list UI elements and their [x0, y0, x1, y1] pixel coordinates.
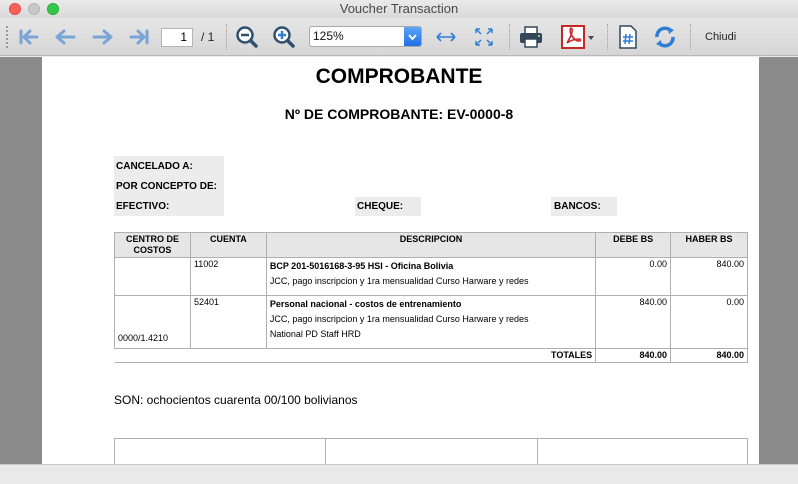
document-title: COMPROBANTE	[315, 65, 483, 88]
next-page-button[interactable]	[89, 18, 117, 56]
pdf-export-button[interactable]	[559, 18, 599, 56]
cell-cuenta: 11002	[190, 258, 266, 296]
report-viewer[interactable]	[0, 57, 798, 464]
prev-page-button[interactable]	[51, 18, 79, 56]
toolbar-grip[interactable]	[6, 26, 9, 48]
zoom-select[interactable]	[309, 26, 422, 47]
description-title: BCP 201-5016168-3-95 HSI - Oficina Bolivia	[269, 261, 454, 271]
cell-centro	[115, 258, 191, 296]
description-line: JCC, pago inscripcion y 1ra mensualidad Curso Harware y redes	[269, 314, 529, 324]
print-icon	[518, 25, 544, 49]
description-title: Personal nacional - costos de entrenamiento	[269, 299, 462, 309]
print-button[interactable]	[516, 18, 546, 56]
last-page-button[interactable]	[125, 18, 153, 56]
prev-page-icon	[53, 26, 77, 48]
concepto-label: POR CONCEPTO DE:	[116, 181, 217, 192]
toolbar-separator	[607, 24, 608, 50]
cell-haber: 840.00	[671, 258, 748, 296]
toolbar-separator	[690, 24, 691, 50]
page-number-button[interactable]	[615, 18, 641, 56]
zoom-value: 125%	[313, 29, 344, 43]
refresh-icon	[652, 24, 678, 50]
header-debe: DEBE BS	[596, 233, 671, 258]
window-close-button[interactable]	[9, 3, 21, 15]
amount-in-words: SON: ochocientos cuarenta 00/100 bolivianos	[114, 393, 358, 407]
zoom-out-button[interactable]	[233, 18, 261, 56]
signature-divider	[325, 439, 326, 464]
page-total-label: / 1	[201, 30, 215, 44]
cell-haber: 0.00	[671, 296, 748, 349]
fit-width-button[interactable]	[434, 18, 458, 56]
header-descripcion: DESCRIPCION	[266, 233, 595, 258]
next-page-icon	[91, 26, 115, 48]
refresh-button[interactable]	[651, 18, 679, 56]
totals-label: TOTALES	[115, 349, 596, 363]
table-header-row	[115, 233, 748, 258]
cancelado-label: CANCELADO A:	[116, 161, 193, 172]
close-report-button[interactable]: Chiudi	[705, 31, 737, 43]
cell-cuenta: 52401	[190, 296, 266, 349]
totals-haber: 840.00	[671, 349, 748, 363]
pdf-export-icon	[560, 24, 598, 50]
signature-divider	[537, 439, 538, 464]
zoom-in-icon	[272, 25, 296, 49]
zoom-dropdown-arrow[interactable]	[404, 27, 421, 46]
last-page-icon	[127, 26, 151, 48]
first-page-icon	[17, 26, 41, 48]
efectivo-label: EFECTIVO:	[116, 201, 170, 212]
page-number-input[interactable]: 1	[161, 28, 193, 47]
cell-centro: 0000/1.4210	[115, 296, 191, 349]
first-page-button[interactable]	[15, 18, 43, 56]
cell-descripcion	[266, 258, 595, 296]
fit-page-button[interactable]	[472, 18, 496, 56]
title-bar	[0, 0, 798, 18]
zoom-in-button[interactable]	[270, 18, 298, 56]
voucher-number: Nº DE COMPROBANTE: EV-0000-8	[284, 106, 514, 122]
zoom-out-icon	[235, 25, 259, 49]
description-line: National PD Staff HRD	[269, 329, 361, 339]
chevron-down-icon	[404, 27, 421, 46]
window-title: Voucher Transaction	[339, 1, 459, 16]
entries-table	[114, 232, 748, 363]
totals-debe: 840.00	[596, 349, 671, 363]
window-maximize-button[interactable]	[47, 3, 59, 15]
description-line: JCC, pago inscripcion y 1ra mensualidad Curso Harware y redes	[269, 276, 529, 286]
status-bar	[0, 464, 798, 484]
bancos-label: BANCOS:	[554, 201, 601, 212]
cell-debe: 840.00	[596, 296, 671, 349]
header-haber: HABER BS	[671, 233, 748, 258]
table-row	[115, 296, 748, 349]
toolbar-separator	[509, 24, 510, 50]
header-cuenta: CUENTA	[190, 233, 266, 258]
totals-row	[115, 349, 748, 363]
fit-width-icon	[435, 26, 457, 48]
cell-descripcion	[266, 296, 595, 349]
window-minimize-button[interactable]	[28, 3, 40, 15]
cheque-label: CHEQUE:	[357, 201, 404, 212]
page-number-icon	[617, 24, 639, 50]
fit-page-icon	[473, 26, 495, 48]
header-centro: CENTRO DE COSTOS	[115, 233, 191, 258]
signature-table	[114, 438, 748, 464]
cell-debe: 0.00	[596, 258, 671, 296]
toolbar-separator	[226, 24, 227, 50]
table-row	[115, 258, 748, 296]
